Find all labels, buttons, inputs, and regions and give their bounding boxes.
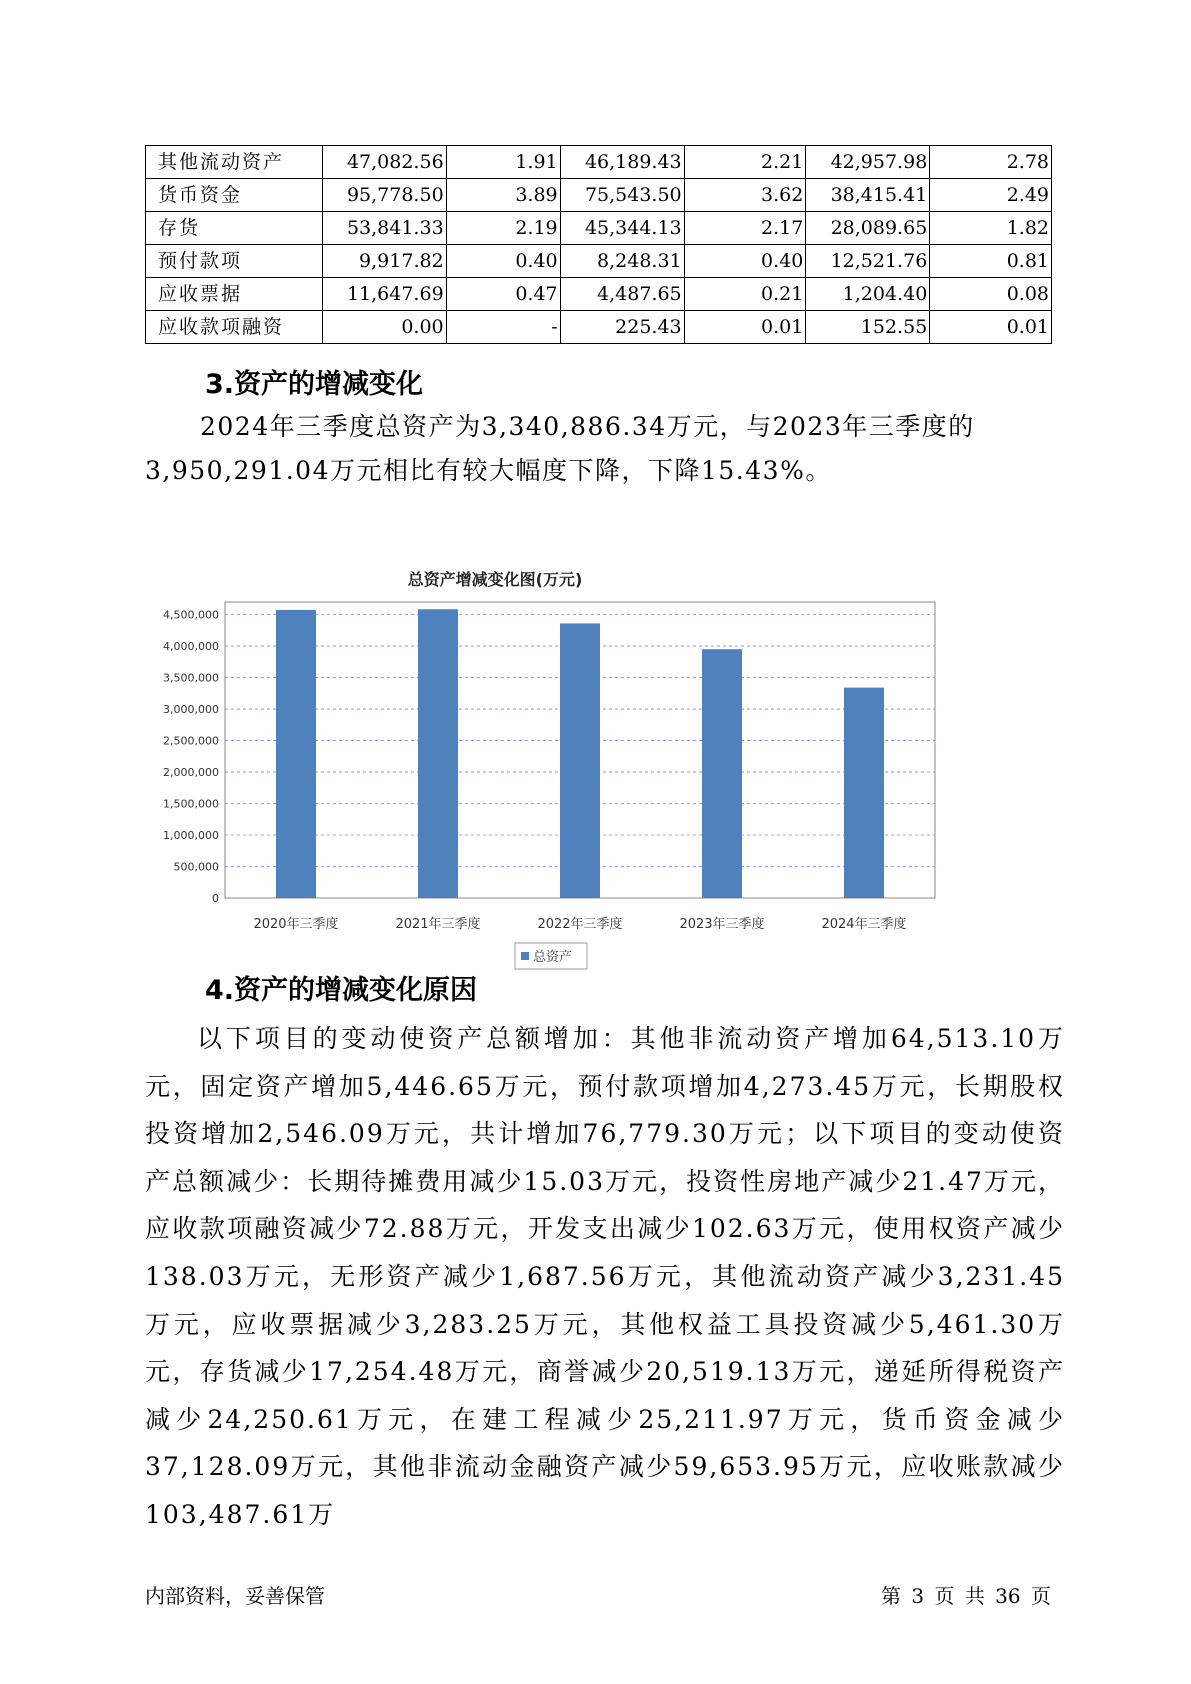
value-cell: 45,344.13 (560, 212, 684, 245)
x-tick-label: 2021年三季度 (395, 917, 481, 932)
row-name-cell: 货币资金 (146, 179, 323, 212)
legend-label: 总资产 (533, 950, 573, 965)
percent-cell: 1.91 (446, 146, 560, 179)
bar (702, 649, 742, 898)
x-tick-label: 2024年三季度 (821, 917, 907, 932)
table-row (146, 311, 1052, 344)
percent-cell: 2.49 (930, 179, 1052, 212)
percent-cell: 0.40 (446, 245, 560, 278)
value-cell: 12,521.76 (806, 245, 930, 278)
y-tick-label: 1,500,000 (163, 797, 219, 811)
value-cell: 8,248.31 (560, 245, 684, 278)
percent-cell: 2.21 (684, 146, 806, 179)
value-cell: 11,647.69 (322, 278, 446, 311)
y-tick-label: 2,000,000 (163, 766, 219, 780)
percent-cell: 3.62 (684, 179, 806, 212)
percent-cell: 2.78 (930, 146, 1052, 179)
y-tick-label: 500,000 (173, 860, 219, 874)
value-cell: 28,089.65 (806, 212, 930, 245)
x-tick-label: 2020年三季度 (253, 917, 339, 932)
percent-cell: 3.89 (446, 179, 560, 212)
row-name-cell: 其他流动资产 (146, 146, 323, 179)
value-cell: 4,487.65 (560, 278, 684, 311)
asset-table (145, 145, 1052, 344)
value-cell: 1,204.40 (806, 278, 930, 311)
value-cell: 152.55 (806, 311, 930, 344)
value-cell: 75,543.50 (560, 179, 684, 212)
y-tick-label: 4,500,000 (163, 608, 219, 622)
table-row (146, 245, 1052, 278)
value-cell: 9,917.82 (322, 245, 446, 278)
table-row (146, 179, 1052, 212)
chart-svg (160, 560, 1020, 1020)
percent-cell: 0.81 (930, 245, 1052, 278)
bar (844, 688, 884, 898)
footer-confidential-note: 内部资料，妥善保管 (145, 1584, 325, 1608)
y-tick-label: 2,500,000 (163, 734, 219, 748)
bar (276, 610, 316, 898)
percent-cell: 0.08 (930, 278, 1052, 311)
chart-title: 总资产增减变化图(万元) (407, 570, 583, 589)
section-4-heading: 4.资产的增减变化原因 (205, 975, 478, 1006)
y-tick-label: 3,000,000 (163, 703, 219, 717)
section-3-paragraph: 2024年三季度总资产为3,340,886.34万元，与2023年三季度的3,950,291.04万元相比有较大幅度下降，下降15.43%。 (145, 412, 975, 485)
value-cell: 53,841.33 (322, 212, 446, 245)
total-assets-chart (160, 560, 1020, 1020)
value-cell: 46,189.43 (560, 146, 684, 179)
table-row (146, 278, 1052, 311)
row-name-cell: 存货 (146, 212, 323, 245)
percent-cell: 0.01 (684, 311, 806, 344)
x-tick-label: 2023年三季度 (679, 917, 765, 932)
table-row (146, 212, 1052, 245)
percent-cell: 1.82 (930, 212, 1052, 245)
percent-cell: - (446, 311, 560, 344)
percent-cell: 0.40 (684, 245, 806, 278)
bar (560, 623, 600, 898)
value-cell: 42,957.98 (806, 146, 930, 179)
row-name-cell: 预付款项 (146, 245, 323, 278)
value-cell: 0.00 (322, 311, 446, 344)
y-tick-label: 1,000,000 (163, 829, 219, 843)
value-cell: 225.43 (560, 311, 684, 344)
y-tick-label: 0 (212, 892, 219, 905)
footer-page-number: 第 3 页 共 36 页 (881, 1584, 1051, 1608)
legend-swatch (521, 952, 529, 960)
y-tick-label: 4,000,000 (163, 640, 219, 654)
percent-cell: 0.21 (684, 278, 806, 311)
value-cell: 95,778.50 (322, 179, 446, 212)
row-name-cell: 应收票据 (146, 278, 323, 311)
percent-cell: 2.19 (446, 212, 560, 245)
section-3-heading: 3.资产的增减变化 (205, 369, 424, 400)
section-4-paragraph: 以下项目的变动使资产总额增加：其他非流动资产增加64,513.10万元，固定资产增加5,446.65万元，预付款项增加4,273.45万元，长期股权投资增加2,546.09万元，共计增加76,779.30万元；以下项目的变动使资产总额减少：长期待摊费用减少15.03万元，投资性房地产减少21.47万元，应收款项融资减少72.88万元，开发支出减少102.63万元，使用权资产减少138.03万元，无形资产减少1,687.56万元，其他流动资产减少3,231.45万元，应收票据减少3,283.25万元，其他权益工具投资减少5,461.30万元，存货减少17,254.48万元，商誉减少20,519.13万元，递延所得税资产减少24,250.61万元，在建工程减少25,211.97万元，货币资金减少37,128.09万元，其他非流动金融资产减少59,653.95万元，应收账款减少103,487.61万 (145, 1024, 1065, 1529)
y-tick-label: 3,500,000 (163, 671, 219, 685)
value-cell: 47,082.56 (322, 146, 446, 179)
percent-cell: 0.47 (446, 278, 560, 311)
percent-cell: 2.17 (684, 212, 806, 245)
row-name-cell: 应收款项融资 (146, 311, 323, 344)
x-tick-label: 2022年三季度 (537, 917, 623, 932)
bar (418, 609, 458, 898)
table-row (146, 146, 1052, 179)
value-cell: 38,415.41 (806, 179, 930, 212)
percent-cell: 0.01 (930, 311, 1052, 344)
